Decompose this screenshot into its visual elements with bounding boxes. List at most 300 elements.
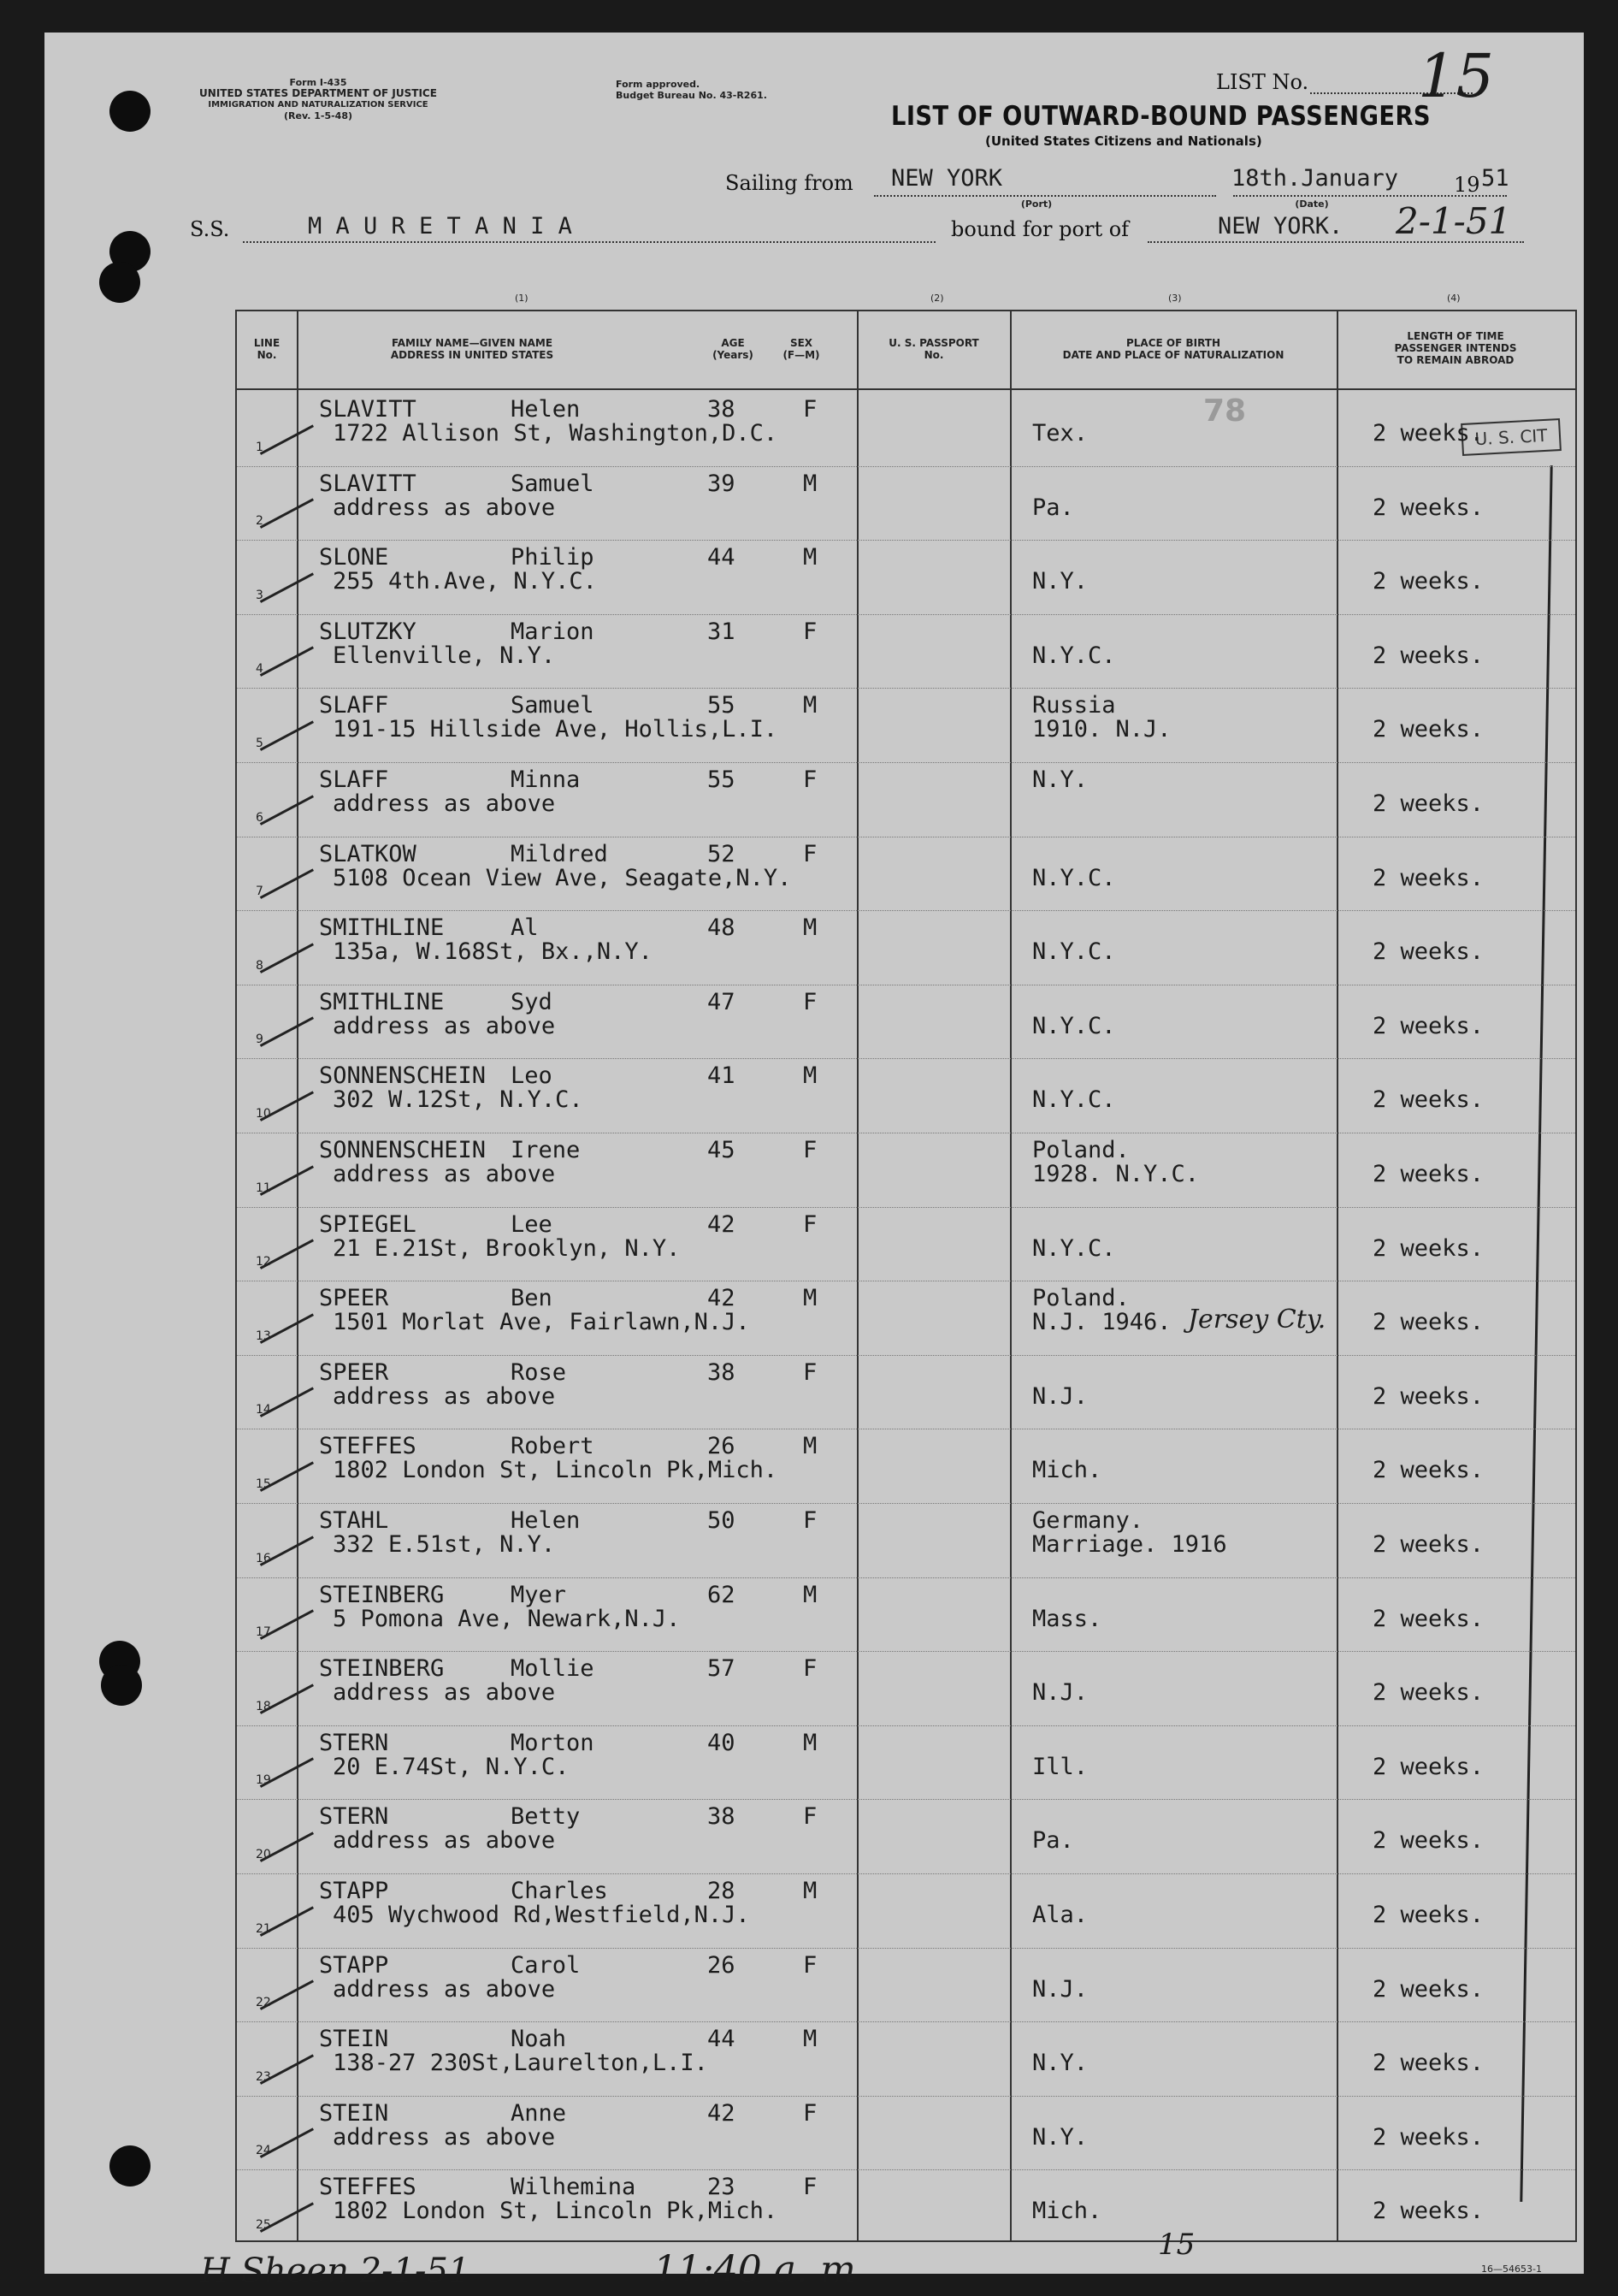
- family-name: SLAFF: [319, 766, 389, 793]
- sex: M: [803, 914, 818, 942]
- table-row: [237, 614, 1575, 689]
- table-row: [237, 2169, 1575, 2244]
- column-number: (3): [1168, 293, 1182, 304]
- family-name: SMITHLINE: [319, 914, 445, 942]
- birth-place-line2: Mich.: [1032, 1457, 1102, 1484]
- check-mark: [244, 765, 314, 825]
- table-row: [237, 1281, 1575, 1355]
- sex: F: [803, 988, 818, 1015]
- line-number: 17: [256, 1625, 271, 1640]
- address: 191-15 Hillside Ave, Hollis,L.I.: [333, 716, 778, 743]
- column-number: (2): [930, 293, 944, 304]
- list-no-value: 15: [1418, 41, 1495, 111]
- line-number: 22: [256, 1996, 271, 2010]
- check-mark: [244, 1727, 314, 1788]
- address: 1501 Morlat Ave, Fairlawn,N.J.: [333, 1309, 750, 1336]
- length-of-stay: 2 weeks.: [1373, 864, 1485, 891]
- given-name: Charles: [511, 1878, 608, 1904]
- line-number: 23: [256, 2069, 271, 2084]
- age: 38: [707, 1358, 735, 1386]
- length-of-stay: 2 weeks.: [1373, 1309, 1485, 1336]
- age: 26: [707, 1951, 735, 1979]
- sex: M: [803, 1878, 818, 1904]
- address: 135a, W.168St, Bx.,N.Y.: [333, 938, 653, 966]
- sex: M: [803, 2026, 818, 2053]
- table-row: [237, 1503, 1575, 1577]
- sex: F: [803, 1137, 818, 1163]
- age: 45: [707, 1137, 735, 1163]
- address: address as above: [333, 1382, 556, 1410]
- age: 42: [707, 2099, 735, 2127]
- age: 28: [707, 1878, 735, 1904]
- length-of-stay: 2 weeks.: [1373, 716, 1485, 743]
- length-of-stay: 2 weeks.: [1373, 1457, 1485, 1484]
- address: 1802 London St, Lincoln Pk,Mich.: [333, 2198, 778, 2225]
- check-mark: [244, 542, 314, 603]
- punch-hole: [101, 1665, 142, 1706]
- check-mark: [244, 1579, 314, 1640]
- header-age: AGE (Years): [712, 337, 753, 361]
- form-info: [181, 77, 455, 121]
- sex: F: [803, 1803, 818, 1831]
- faint-stamp: 78: [1203, 394, 1247, 429]
- header-sex: SEX (F—M): [782, 337, 820, 361]
- check-mark: [244, 1061, 314, 1121]
- family-name: STEIN: [319, 2026, 389, 2053]
- age: 38: [707, 1803, 735, 1831]
- family-name: STEFFES: [319, 2174, 416, 2201]
- sex: M: [803, 544, 818, 571]
- column-number: (4): [1447, 293, 1461, 304]
- date-caption: (Date): [1295, 198, 1329, 210]
- given-name: Rose: [511, 1358, 567, 1386]
- address: 21 E.21St, Brooklyn, N.Y.: [333, 1234, 681, 1262]
- address: address as above: [333, 494, 556, 521]
- given-name: Al: [511, 914, 539, 942]
- check-mark: [244, 838, 314, 899]
- birth-place-line2: Mass.: [1032, 1605, 1102, 1632]
- table-row: [237, 392, 1575, 466]
- check-mark: [244, 1506, 314, 1566]
- birth-place-line2: N.Y.C.: [1032, 1086, 1116, 1114]
- sex: M: [803, 470, 818, 497]
- line-number: 4: [256, 662, 263, 677]
- address: Ellenville, N.Y.: [333, 642, 556, 669]
- birth-place-line1: Germany.: [1032, 1507, 1144, 1534]
- age: 44: [707, 2026, 735, 2053]
- birth-place-line2: Pa.: [1032, 494, 1074, 521]
- address: 20 E.74St, N.Y.C.: [333, 1753, 570, 1780]
- sex: M: [803, 1062, 818, 1090]
- age: 62: [707, 1581, 735, 1608]
- line-number: 24: [256, 2144, 271, 2158]
- address: address as above: [333, 1827, 556, 1855]
- table-row: [237, 1725, 1575, 1800]
- check-mark: [244, 1431, 314, 1492]
- check-mark: [244, 1283, 314, 1344]
- check-mark: [244, 1802, 314, 1862]
- birth-place-line2: N.J.: [1032, 1382, 1089, 1410]
- given-name: Samuel: [511, 692, 594, 719]
- age: 42: [707, 1210, 735, 1238]
- header-passport: U. S. PASSPORT No.: [889, 337, 979, 361]
- family-name: STERN: [319, 1803, 389, 1831]
- birth-place-line1: N.Y.: [1032, 766, 1089, 793]
- line-number: 10: [256, 1106, 271, 1121]
- line-number: 8: [256, 958, 263, 973]
- form-number: Form I-435: [289, 77, 347, 88]
- line-number: 3: [256, 588, 263, 602]
- given-name: Philip: [511, 544, 594, 571]
- line-number: 18: [256, 1699, 271, 1713]
- address: address as above: [333, 1679, 556, 1707]
- birth-place-line2: N.Y.C.: [1032, 864, 1116, 891]
- sex: M: [803, 1581, 818, 1608]
- approval-text: Form approved.: [616, 79, 700, 90]
- table-row: [237, 910, 1575, 985]
- table-row: [237, 1799, 1575, 1873]
- length-of-stay: 2 weeks.: [1373, 790, 1485, 817]
- age: 48: [707, 914, 735, 942]
- given-name: Carol: [511, 1951, 581, 1979]
- check-mark: [244, 986, 314, 1047]
- given-name: Ben: [511, 1285, 552, 1312]
- birth-place-line1: Poland.: [1032, 1137, 1130, 1163]
- given-name: Myer: [511, 1581, 567, 1608]
- line-number: 14: [256, 1403, 271, 1417]
- sex: F: [803, 2174, 818, 2201]
- sex: F: [803, 1951, 818, 1979]
- check-mark: [244, 1654, 314, 1714]
- citizen-stamp-text: U. S. CIT: [1474, 424, 1548, 450]
- address: 1722 Allison St, Washington,D.C.: [333, 420, 778, 447]
- given-name: Morton: [511, 1729, 594, 1756]
- address: 5 Pomona Ave, Newark,N.J.: [333, 1605, 681, 1632]
- family-name: SPEER: [319, 1285, 389, 1312]
- check-mark: [244, 1876, 314, 1937]
- bound-value: NEW YORK.: [1218, 213, 1343, 240]
- given-name: Mildred: [511, 840, 608, 867]
- birth-place-line2: N.Y.C.: [1032, 1012, 1116, 1039]
- family-name: STEFFES: [319, 1433, 416, 1460]
- given-name: Minna: [511, 766, 581, 793]
- sex: F: [803, 1507, 818, 1534]
- length-of-stay: 2 weeks.: [1373, 938, 1485, 966]
- table-row: [237, 540, 1575, 614]
- sex: F: [803, 1358, 818, 1386]
- family-name: SPEER: [319, 1358, 389, 1386]
- birth-place-line2: Pa.: [1032, 1827, 1074, 1855]
- birth-place-line2: N.Y.: [1032, 2050, 1089, 2077]
- birth-place-line2: N.J.: [1032, 1679, 1089, 1707]
- birth-place-line2: 1910. N.J.: [1032, 716, 1172, 743]
- length-of-stay: 2 weeks.: [1373, 2198, 1485, 2225]
- length-of-stay: 2 weeks.: [1373, 2050, 1485, 2077]
- table-row: [237, 1058, 1575, 1133]
- birth-place-line2: 1928. N.Y.C.: [1032, 1161, 1200, 1187]
- address: 302 W.12St, N.Y.C.: [333, 1086, 583, 1114]
- length-of-stay: 2 weeks.: [1373, 494, 1485, 521]
- check-mark: [244, 1357, 314, 1417]
- table-row: [237, 466, 1575, 541]
- table-row: [237, 1948, 1575, 2022]
- address: address as above: [333, 1161, 556, 1187]
- given-name: Lee: [511, 1210, 552, 1238]
- address: address as above: [333, 1012, 556, 1039]
- footer-number: 15: [1158, 2228, 1196, 2262]
- given-name: Noah: [511, 2026, 567, 2053]
- address: 138-27 230St,Laurelton,L.I.: [333, 2050, 708, 2077]
- table-row: [237, 1207, 1575, 1281]
- check-mark: [244, 2172, 314, 2233]
- given-name: Wilhemina: [511, 2174, 636, 2201]
- family-name: SLAVITT: [319, 396, 416, 423]
- sex: M: [803, 1433, 818, 1460]
- family-name: SLUTZKY: [319, 618, 416, 645]
- family-name: STAHL: [319, 1507, 389, 1534]
- footer-time: 11:40 a. m: [653, 2248, 856, 2292]
- length-of-stay: 2 weeks.: [1373, 642, 1485, 669]
- department-name: UNITED STATES DEPARTMENT OF JUSTICE: [199, 87, 437, 99]
- address: 5108 Ocean View Ave, Seagate,N.Y.: [333, 864, 792, 891]
- header-divider: [237, 388, 1575, 390]
- list-no-label: LIST No.: [1216, 70, 1309, 94]
- table-row: [237, 1429, 1575, 1503]
- check-mark: [244, 913, 314, 973]
- table-row: [237, 837, 1575, 911]
- length-of-stay: 2 weeks.: [1373, 1531, 1485, 1558]
- address: 255 4th.Ave, N.Y.C.: [333, 568, 597, 595]
- check-mark: [244, 690, 314, 751]
- line-number: 6: [256, 810, 263, 825]
- check-mark: [244, 2024, 314, 2085]
- length-of-stay: 2 weeks.: [1373, 1975, 1485, 2003]
- age: 23: [707, 2174, 735, 2201]
- age: 50: [707, 1507, 735, 1534]
- age: 52: [707, 840, 735, 867]
- line-number: 16: [256, 1551, 271, 1565]
- family-name: SMITHLINE: [319, 988, 445, 1015]
- budget-bureau-no: Budget Bureau No. 43-R261.: [616, 90, 767, 101]
- line-number: 13: [256, 1328, 271, 1343]
- column-number: (1): [515, 293, 529, 304]
- check-mark: [244, 468, 314, 529]
- given-name: Helen: [511, 1507, 581, 1534]
- length-of-stay: 2 weeks.: [1373, 1382, 1485, 1410]
- sailing-from-label: Sailing from: [725, 171, 853, 195]
- given-name: Marion: [511, 618, 594, 645]
- table-row: [237, 1133, 1575, 1207]
- given-name: Helen: [511, 396, 581, 423]
- date-year-prefix: 19: [1454, 173, 1480, 197]
- header-line-no: LINE No.: [253, 337, 280, 361]
- ship-name: M A U R E T A N I A: [308, 213, 572, 240]
- family-name: STAPP: [319, 1951, 389, 1979]
- length-of-stay: 2 weeks.: [1373, 1753, 1485, 1780]
- given-name: Betty: [511, 1803, 581, 1831]
- address: 1802 London St, Lincoln Pk,Mich.: [333, 1457, 778, 1484]
- check-mark: [244, 1135, 314, 1196]
- line-number: 1: [256, 440, 263, 454]
- ship-underline: [243, 241, 936, 243]
- line-number: 9: [256, 1033, 263, 1047]
- sex: F: [803, 396, 818, 423]
- sex: M: [803, 692, 818, 719]
- age: 31: [707, 618, 735, 645]
- birth-place-line1: Russia: [1032, 692, 1116, 719]
- address: 332 E.51st, N.Y.: [333, 1531, 556, 1558]
- length-of-stay: 2 weeks.: [1373, 1086, 1485, 1114]
- bound-handwritten-date: 2-1-51: [1396, 200, 1512, 242]
- birth-place-line2: N.Y.C.: [1032, 1234, 1116, 1262]
- line-number: 25: [256, 2217, 271, 2232]
- given-name: Samuel: [511, 470, 594, 497]
- sex: F: [803, 1210, 818, 1238]
- address: 405 Wychwood Rd,Westfield,N.J.: [333, 1902, 750, 1928]
- table-row: [237, 2021, 1575, 2096]
- sex: M: [803, 1285, 818, 1312]
- length-of-stay: 2 weeks.: [1373, 568, 1485, 595]
- age: 38: [707, 396, 735, 423]
- birth-place-line2: N.Y.: [1032, 2123, 1089, 2151]
- sex: F: [803, 766, 818, 793]
- line-number: 5: [256, 736, 263, 750]
- age: 40: [707, 1729, 735, 1756]
- given-name: Anne: [511, 2099, 567, 2127]
- check-mark: [244, 394, 314, 455]
- age: 26: [707, 1433, 735, 1460]
- table-row: [237, 762, 1575, 837]
- passenger-table: [235, 310, 1577, 2242]
- page-title: LIST OF OUTWARD-BOUND PASSENGERS: [891, 101, 1432, 132]
- line-number: 12: [256, 1255, 271, 1269]
- birth-place-line2: N.Y.C.: [1032, 642, 1116, 669]
- family-name: SLONE: [319, 544, 389, 571]
- birth-place-line2: Tex.: [1032, 420, 1089, 447]
- address: address as above: [333, 790, 556, 817]
- ship-label: S.S.: [190, 217, 230, 241]
- age: 44: [707, 544, 735, 571]
- birth-handwritten-correction: Jersey Cty.: [1188, 1305, 1326, 1335]
- header-birth: PLACE OF BIRTH DATE AND PLACE OF NATURALIZATION: [1062, 337, 1284, 361]
- bound-label: bound for port of: [951, 217, 1130, 241]
- sex: F: [803, 1655, 818, 1683]
- punch-hole: [109, 91, 151, 132]
- age: 39: [707, 470, 735, 497]
- length-of-stay: 2 weeks.: [1373, 1234, 1485, 1262]
- birth-place-line2: Ala.: [1032, 1902, 1089, 1928]
- given-name: Robert: [511, 1433, 594, 1460]
- age: 41: [707, 1062, 735, 1090]
- check-mark: [244, 2098, 314, 2158]
- table-row: [237, 1873, 1575, 1948]
- birth-place-line2: N.J.: [1032, 1975, 1089, 2003]
- family-name: STEIN: [319, 2099, 389, 2127]
- line-number: 2: [256, 514, 263, 529]
- sailing-from-underline: [874, 195, 1216, 197]
- line-number: 7: [256, 885, 263, 899]
- length-of-stay: 2 weeks.: [1373, 2123, 1485, 2151]
- check-mark: [244, 1950, 314, 2010]
- sex: F: [803, 618, 818, 645]
- check-mark: [244, 616, 314, 677]
- family-name: SONNENSCHEIN: [319, 1137, 487, 1163]
- given-name: Leo: [511, 1062, 552, 1090]
- line-number: 15: [256, 1476, 271, 1491]
- header-length: LENGTH OF TIME PASSENGER INTENDS TO REMAIN ABROAD: [1394, 330, 1517, 366]
- sailing-from-value: NEW YORK: [891, 165, 1003, 192]
- family-name: STEINBERG: [319, 1581, 445, 1608]
- date-value: 18th.January: [1231, 165, 1399, 192]
- form-revision: (Rev. 1-5-48): [283, 110, 352, 121]
- birth-place-line2: Marriage. 1916: [1032, 1531, 1227, 1558]
- approval-info: [616, 79, 821, 101]
- family-name: SPIEGEL: [319, 1210, 416, 1238]
- age: 47: [707, 988, 735, 1015]
- birth-place-line1: Poland.: [1032, 1285, 1130, 1312]
- family-name: SLATKOW: [319, 840, 416, 867]
- age: 42: [707, 1285, 735, 1312]
- birth-place-line2: Ill.: [1032, 1753, 1089, 1780]
- address: address as above: [333, 1975, 556, 2003]
- footer-form-code: 16—54653-1: [1481, 2263, 1542, 2275]
- sex: F: [803, 840, 818, 867]
- length-of-stay: 2 weeks.: [1373, 420, 1485, 447]
- family-name: STERN: [319, 1729, 389, 1756]
- length-of-stay: 2 weeks.: [1373, 1827, 1485, 1855]
- line-number: 21: [256, 1921, 271, 1936]
- table-row: [237, 2096, 1575, 2170]
- family-name: SLAVITT: [319, 470, 416, 497]
- length-of-stay: 2 weeks.: [1373, 1902, 1485, 1928]
- given-name: Irene: [511, 1137, 581, 1163]
- age: 55: [707, 766, 735, 793]
- sex: F: [803, 2099, 818, 2127]
- table-row: [237, 1355, 1575, 1429]
- age: 57: [707, 1655, 735, 1683]
- punch-hole: [109, 2145, 151, 2187]
- punch-hole: [99, 262, 140, 303]
- length-of-stay: 2 weeks.: [1373, 1161, 1485, 1187]
- age: 55: [707, 692, 735, 719]
- sex: M: [803, 1729, 818, 1756]
- address: address as above: [333, 2123, 556, 2151]
- birth-place-line2: N.Y.: [1032, 568, 1089, 595]
- family-name: SLAFF: [319, 692, 389, 719]
- family-name: STAPP: [319, 1878, 389, 1904]
- family-name: SONNENSCHEIN: [319, 1062, 487, 1090]
- table-row: [237, 688, 1575, 762]
- footer-signature: H Sheen 2-1-51: [200, 2252, 470, 2291]
- port-caption: (Port): [1020, 198, 1053, 210]
- date-year-suffix: 51: [1481, 165, 1509, 192]
- table-row: [237, 1577, 1575, 1652]
- line-number: 19: [256, 1773, 271, 1788]
- page-subtitle: (United States Citizens and Nationals): [985, 133, 1262, 149]
- header-name-address: FAMILY NAME—GIVEN NAME ADDRESS IN UNITED STATES: [390, 337, 554, 361]
- service-name: IMMIGRATION AND NATURALIZATION SERVICE: [208, 100, 428, 109]
- line-number: 11: [256, 1181, 271, 1195]
- birth-place-line2: Mich.: [1032, 2198, 1102, 2225]
- length-of-stay: 2 weeks.: [1373, 1605, 1485, 1632]
- given-name: Mollie: [511, 1655, 594, 1683]
- length-of-stay: 2 weeks.: [1373, 1679, 1485, 1707]
- length-of-stay: 2 weeks.: [1373, 1012, 1485, 1039]
- given-name: Syd: [511, 988, 552, 1015]
- document-page: [44, 33, 1584, 2292]
- check-mark: [244, 1209, 314, 1269]
- birth-place-line2: N.Y.C.: [1032, 938, 1116, 966]
